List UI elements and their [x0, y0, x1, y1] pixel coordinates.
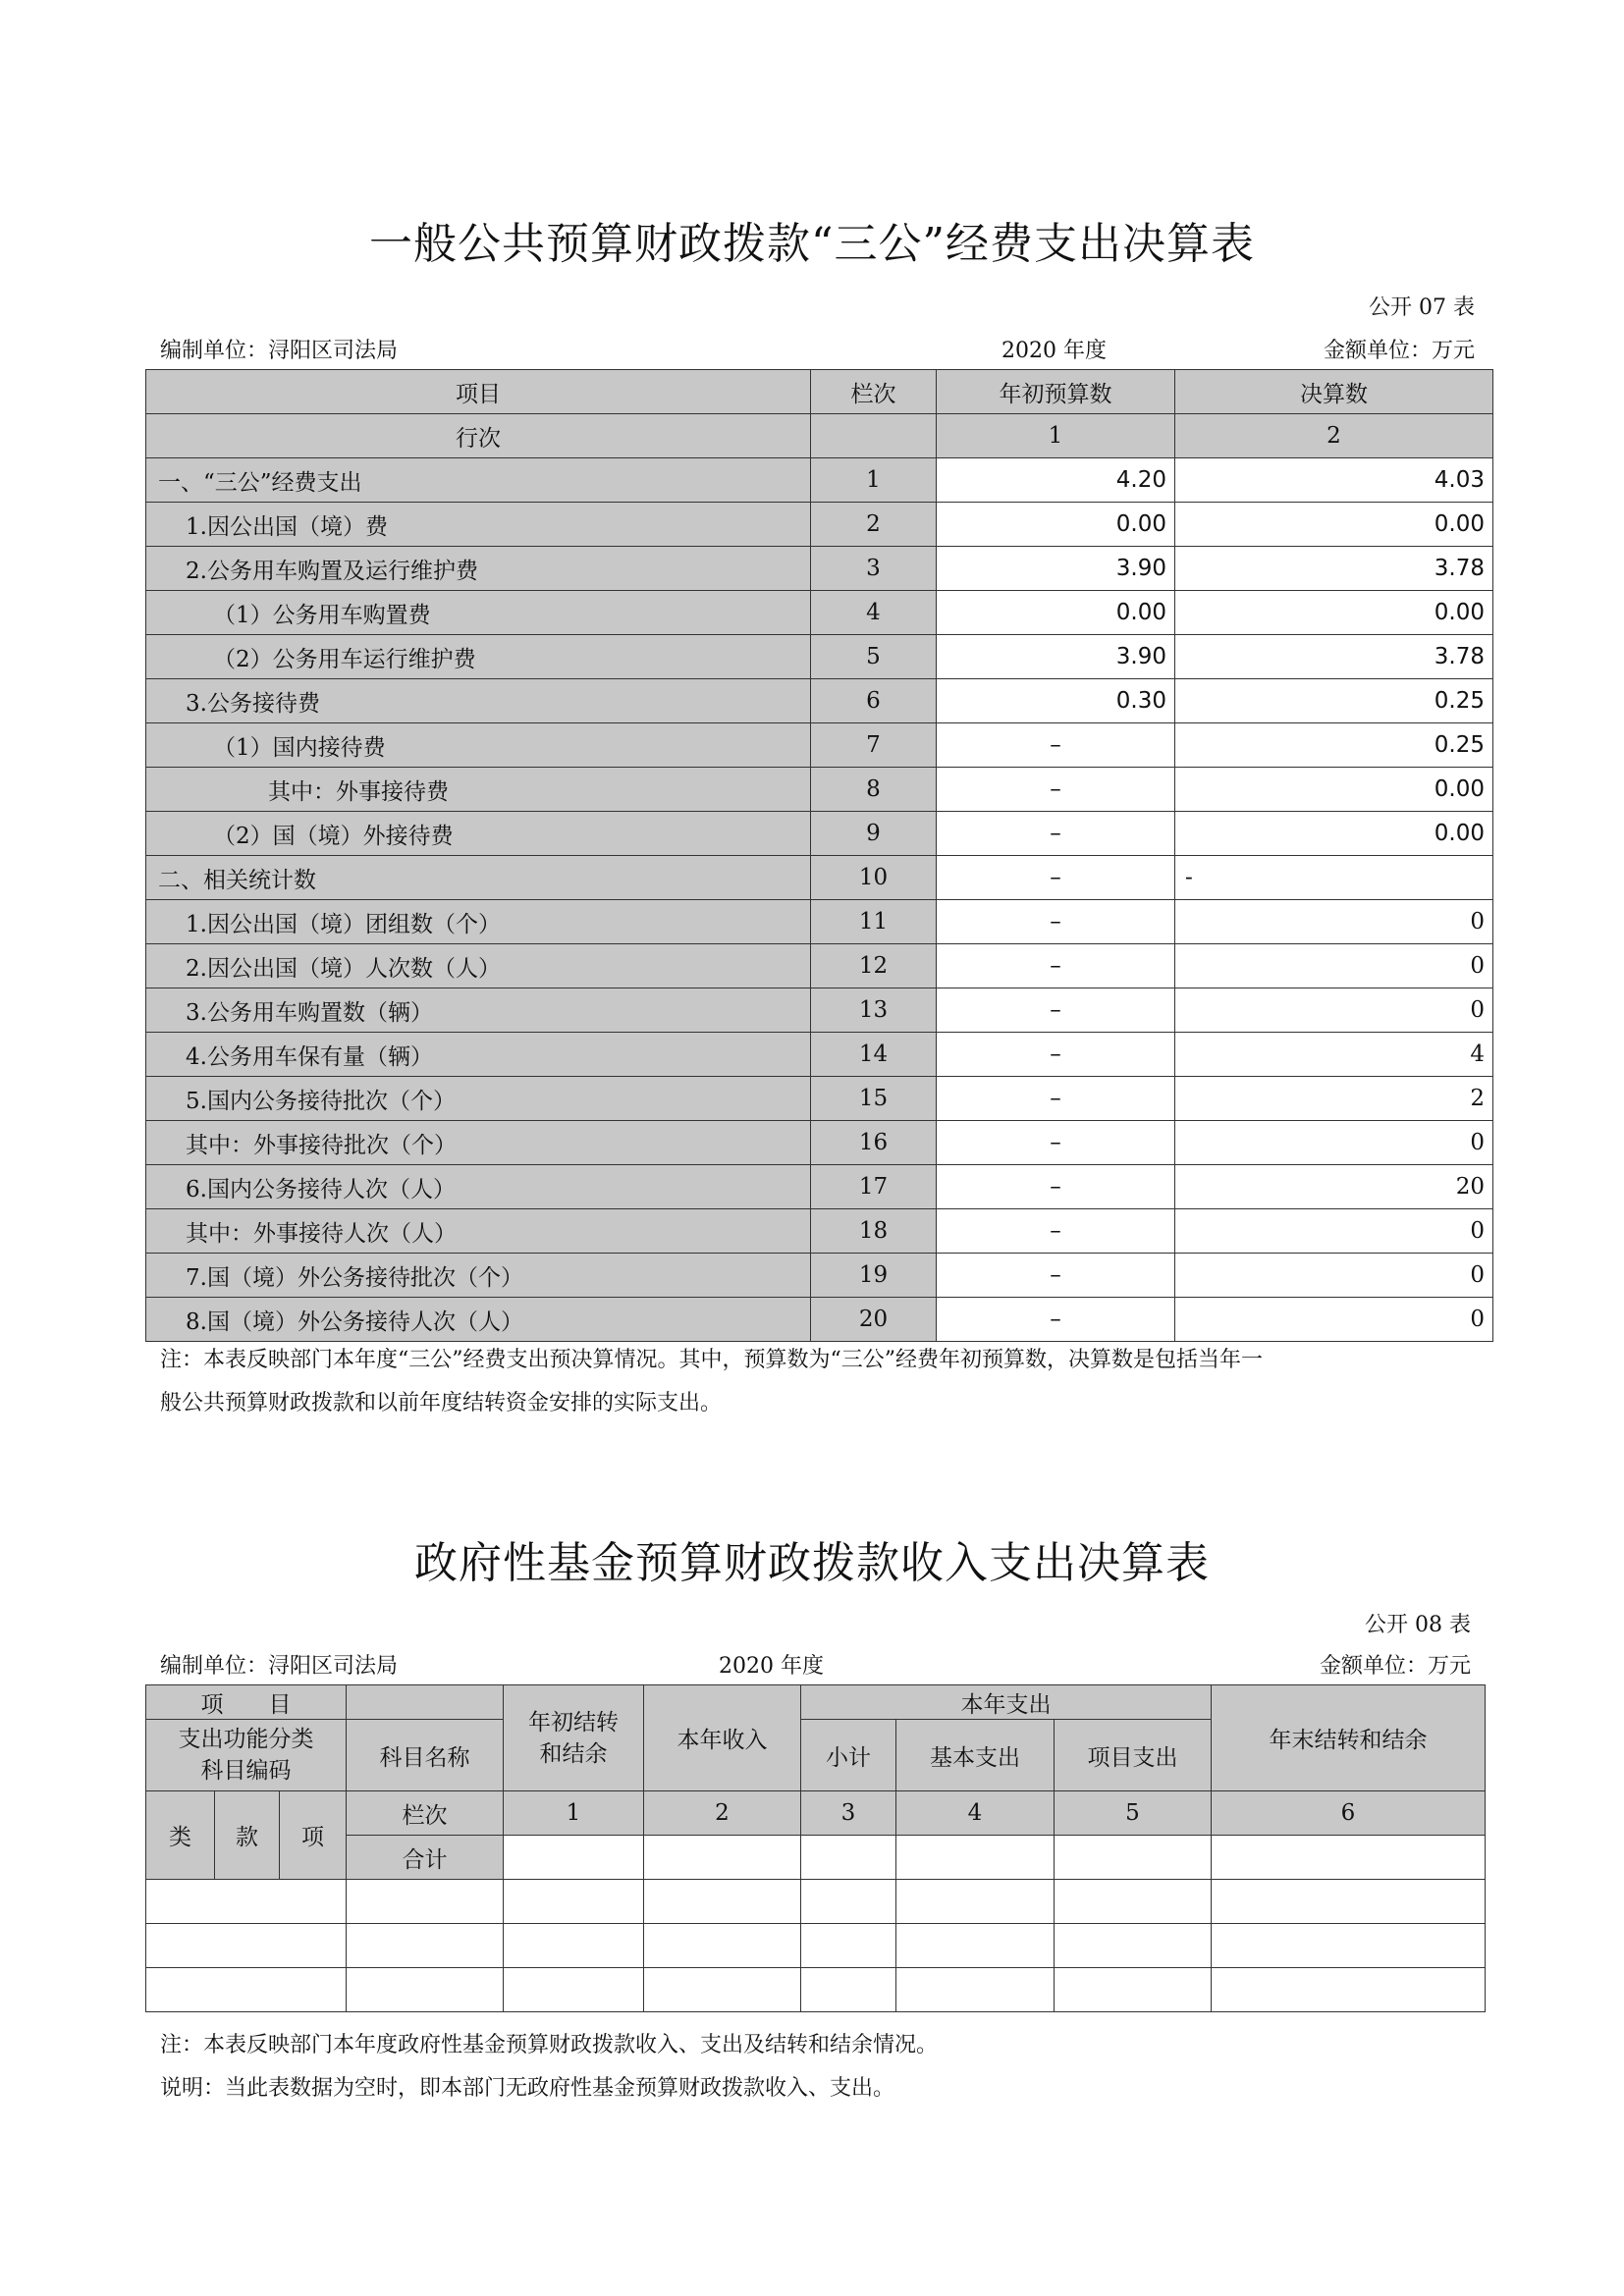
table1-row [146, 944, 1493, 988]
row-budget: – [937, 812, 1175, 856]
col-no-5: 5 [1055, 1791, 1212, 1836]
row-final: 0 [1175, 944, 1493, 988]
header-item: 项 目 [146, 1685, 347, 1720]
empty-cell [1055, 1880, 1212, 1924]
row-number: 17 [811, 1165, 937, 1209]
row-number: 4 [811, 591, 937, 635]
empty-cell [146, 1924, 347, 1968]
row-final: 0.25 [1175, 679, 1493, 723]
row-final: 2 [1175, 1077, 1493, 1121]
row-label: 1.因公出国（境）费 [146, 503, 811, 547]
row-final: 3.78 [1175, 635, 1493, 679]
row-budget: – [937, 1121, 1175, 1165]
table1-unit: 编制单位：浔阳区司法局 [160, 339, 399, 363]
row-label: 2.公务用车购置及运行维护费 [146, 547, 811, 591]
row-label: （1）国内接待费 [146, 723, 811, 768]
row-number: 9 [811, 812, 937, 856]
table2-year: 2020 年度 [719, 1654, 824, 1679]
table1-row [146, 458, 1493, 503]
header-budget: 年初预算数 [937, 370, 1175, 414]
row-label: 7.国（境）外公务接待批次（个） [146, 1254, 811, 1298]
table1-row [146, 1121, 1493, 1165]
table1-note-line1: 注：本表反映部门本年度“三公”经费支出预决算情况。其中，预算数为“三公”经费年初预算数，决算数是包括当年一 [160, 1348, 1263, 1372]
row-number: 13 [811, 988, 937, 1033]
empty-cell [347, 1968, 504, 2012]
row-final: 0.25 [1175, 723, 1493, 768]
header-basic: 基本支出 [896, 1720, 1055, 1791]
row-label: 5.国内公务接待批次（个） [146, 1077, 811, 1121]
row-number: 11 [811, 900, 937, 944]
row-final: 0 [1175, 1209, 1493, 1254]
row-final: - [1175, 856, 1493, 900]
table1-note-line2: 般公共预算财政拨款和以前年度结转资金安排的实际支出。 [160, 1391, 723, 1415]
table1-year: 2020 年度 [1001, 339, 1107, 363]
row-number: 19 [811, 1254, 937, 1298]
table1-row [146, 856, 1493, 900]
table1-row [146, 1254, 1493, 1298]
row-number: 14 [811, 1033, 937, 1077]
row-final: 4.03 [1175, 458, 1493, 503]
subheader-col [811, 414, 937, 458]
empty-cell [504, 1880, 644, 1924]
table1-row [146, 988, 1493, 1033]
row-budget: 0.00 [937, 591, 1175, 635]
subheader-item: 行次 [146, 414, 811, 458]
table1-row [146, 635, 1493, 679]
header-kuan: 款 [215, 1791, 280, 1880]
table2-empty-row [146, 1968, 1486, 2012]
table1-row [146, 768, 1493, 812]
row-label: 其中：外事接待人次（人） [146, 1209, 811, 1254]
table1-row [146, 503, 1493, 547]
header-xiang: 项 [280, 1791, 347, 1880]
table2-empty-row [146, 1880, 1486, 1924]
subheader-final: 2 [1175, 414, 1493, 458]
subheader-budget: 1 [937, 414, 1175, 458]
table1-row [146, 812, 1493, 856]
header-subject-name: 科目名称 [347, 1720, 504, 1791]
three-public-expense-table [145, 369, 1493, 1342]
empty-cell [644, 1924, 801, 1968]
row-number: 20 [811, 1298, 937, 1342]
row-number: 5 [811, 635, 937, 679]
row-budget: – [937, 1165, 1175, 1209]
header-final: 决算数 [1175, 370, 1493, 414]
header-lei: 类 [146, 1791, 215, 1880]
total-cell [504, 1836, 644, 1880]
row-number: 16 [811, 1121, 937, 1165]
row-number: 1 [811, 458, 937, 503]
row-budget: – [937, 1254, 1175, 1298]
row-budget: – [937, 944, 1175, 988]
col-no-2: 2 [644, 1791, 801, 1836]
row-label: 4.公务用车保有量（辆） [146, 1033, 811, 1077]
empty-cell [801, 1968, 896, 2012]
table2-amount-unit: 金额单位：万元 [1319, 1654, 1471, 1679]
row-budget: – [937, 768, 1175, 812]
row-final: 4 [1175, 1033, 1493, 1077]
empty-cell [504, 1968, 644, 2012]
row-budget: – [937, 1077, 1175, 1121]
header-begin-balance [504, 1685, 644, 1791]
table1-title: 一般公共预算财政拨款“三公”经费支出决算表 [369, 219, 1255, 269]
total-cell [896, 1836, 1055, 1880]
col-no-6: 6 [1212, 1791, 1486, 1836]
empty-cell [801, 1924, 896, 1968]
table2-empty-row [146, 1924, 1486, 1968]
row-label: 3.公务用车购置数（辆） [146, 988, 811, 1033]
row-final: 20 [1175, 1165, 1493, 1209]
row-number: 12 [811, 944, 937, 988]
empty-cell [1212, 1880, 1486, 1924]
row-label: 2.因公出国（境）人次数（人） [146, 944, 811, 988]
empty-cell [896, 1968, 1055, 2012]
empty-cell [801, 1880, 896, 1924]
header-func-code-l1: 支出功能分类 [178, 1727, 314, 1752]
empty-cell [504, 1924, 644, 1968]
row-label: 二、相关统计数 [146, 856, 811, 900]
total-label: 合计 [347, 1836, 504, 1880]
row-budget: – [937, 723, 1175, 768]
table1-row [146, 591, 1493, 635]
table2-unit: 编制单位：浔阳区司法局 [160, 1654, 399, 1679]
header-item: 项目 [146, 370, 811, 414]
row-number: 2 [811, 503, 937, 547]
row-budget: – [937, 1298, 1175, 1342]
government-fund-table [145, 1684, 1486, 2012]
header-col: 栏次 [347, 1791, 504, 1836]
row-label: 3.公务接待费 [146, 679, 811, 723]
row-label: （2）公务用车运行维护费 [146, 635, 811, 679]
row-budget: – [937, 1209, 1175, 1254]
row-number: 15 [811, 1077, 937, 1121]
row-number: 10 [811, 856, 937, 900]
empty-cell [146, 1880, 347, 1924]
table1-row [146, 679, 1493, 723]
table2-total-row [146, 1836, 1486, 1880]
table1-row [146, 1298, 1493, 1342]
total-cell [1055, 1836, 1212, 1880]
table2-explanation: 说明：当此表数据为空时，即本部门无政府性基金预算财政拨款收入、支出。 [160, 2076, 895, 2101]
empty-cell [347, 1924, 504, 1968]
total-cell [1212, 1836, 1486, 1880]
row-final: 0.00 [1175, 591, 1493, 635]
header-col: 栏次 [811, 370, 937, 414]
table1-header-row [146, 370, 1493, 414]
header-project: 项目支出 [1055, 1720, 1212, 1791]
row-label: 6.国内公务接待人次（人） [146, 1165, 811, 1209]
table1-number: 公开 07 表 [1369, 295, 1475, 320]
row-label: 其中：外事接待费 [146, 768, 811, 812]
row-number: 18 [811, 1209, 937, 1254]
row-final: 0.00 [1175, 812, 1493, 856]
row-number: 7 [811, 723, 937, 768]
empty-cell [1055, 1968, 1212, 2012]
table2-title: 政府性基金预算财政拨款收入支出决算表 [414, 1538, 1210, 1588]
header-func-code-l2: 科目编码 [200, 1758, 292, 1784]
row-budget: 0.30 [937, 679, 1175, 723]
empty-cell [896, 1880, 1055, 1924]
col-no-1: 1 [504, 1791, 644, 1836]
table1-row [146, 723, 1493, 768]
total-cell [644, 1836, 801, 1880]
row-final: 0 [1175, 1254, 1493, 1298]
table1-row [146, 547, 1493, 591]
row-budget: 3.90 [937, 547, 1175, 591]
empty-cell [896, 1924, 1055, 1968]
row-budget: – [937, 988, 1175, 1033]
table1-row [146, 1033, 1493, 1077]
row-budget: 4.20 [937, 458, 1175, 503]
row-final: 0.00 [1175, 768, 1493, 812]
row-label: 其中：外事接待批次（个） [146, 1121, 811, 1165]
row-budget: 0.00 [937, 503, 1175, 547]
header-begin-balance-l2: 和结余 [539, 1740, 608, 1767]
empty-cell [1212, 1968, 1486, 2012]
empty-cell [644, 1880, 801, 1924]
row-label: 8.国（境）外公务接待人次（人） [146, 1298, 811, 1342]
empty-cell [644, 1968, 801, 2012]
row-final: 0 [1175, 1298, 1493, 1342]
row-final: 0.00 [1175, 503, 1493, 547]
row-final: 0 [1175, 988, 1493, 1033]
table2-note: 注：本表反映部门本年度政府性基金预算财政拨款收入、支出及结转和结余情况。 [160, 2033, 939, 2057]
table1-row [146, 1209, 1493, 1254]
empty-cell [1055, 1924, 1212, 1968]
table1-row [146, 900, 1493, 944]
header-func-code [146, 1720, 347, 1791]
table1-row [146, 1165, 1493, 1209]
header-income: 本年收入 [644, 1685, 801, 1791]
row-budget: 3.90 [937, 635, 1175, 679]
table2-header-row1 [146, 1685, 1486, 1720]
header-end-balance: 年末结转和结余 [1212, 1685, 1486, 1791]
col-no-3: 3 [801, 1791, 896, 1836]
header-blank [347, 1685, 504, 1720]
empty-cell [146, 1968, 347, 2012]
table1-amount-unit: 金额单位：万元 [1323, 339, 1475, 363]
header-expense: 本年支出 [801, 1685, 1212, 1720]
row-final: 3.78 [1175, 547, 1493, 591]
row-final: 0 [1175, 900, 1493, 944]
empty-cell [347, 1880, 504, 1924]
row-number: 3 [811, 547, 937, 591]
table1-subheader-row [146, 414, 1493, 458]
row-label: （1）公务用车购置费 [146, 591, 811, 635]
table1-row [146, 1077, 1493, 1121]
row-label: （2）国（境）外接待费 [146, 812, 811, 856]
col-no-4: 4 [896, 1791, 1055, 1836]
row-budget: – [937, 856, 1175, 900]
table2-number: 公开 08 表 [1365, 1613, 1471, 1637]
row-number: 6 [811, 679, 937, 723]
row-final: 0 [1175, 1121, 1493, 1165]
header-begin-balance-l1: 年初结转 [528, 1709, 619, 1735]
table2-number-row [146, 1791, 1486, 1836]
header-subtotal: 小计 [801, 1720, 896, 1791]
row-label: 一、“三公”经费支出 [146, 458, 811, 503]
row-label: 1.因公出国（境）团组数（个） [146, 900, 811, 944]
row-number: 8 [811, 768, 937, 812]
row-budget: – [937, 900, 1175, 944]
empty-cell [1212, 1924, 1486, 1968]
total-cell [801, 1836, 896, 1880]
row-budget: – [937, 1033, 1175, 1077]
